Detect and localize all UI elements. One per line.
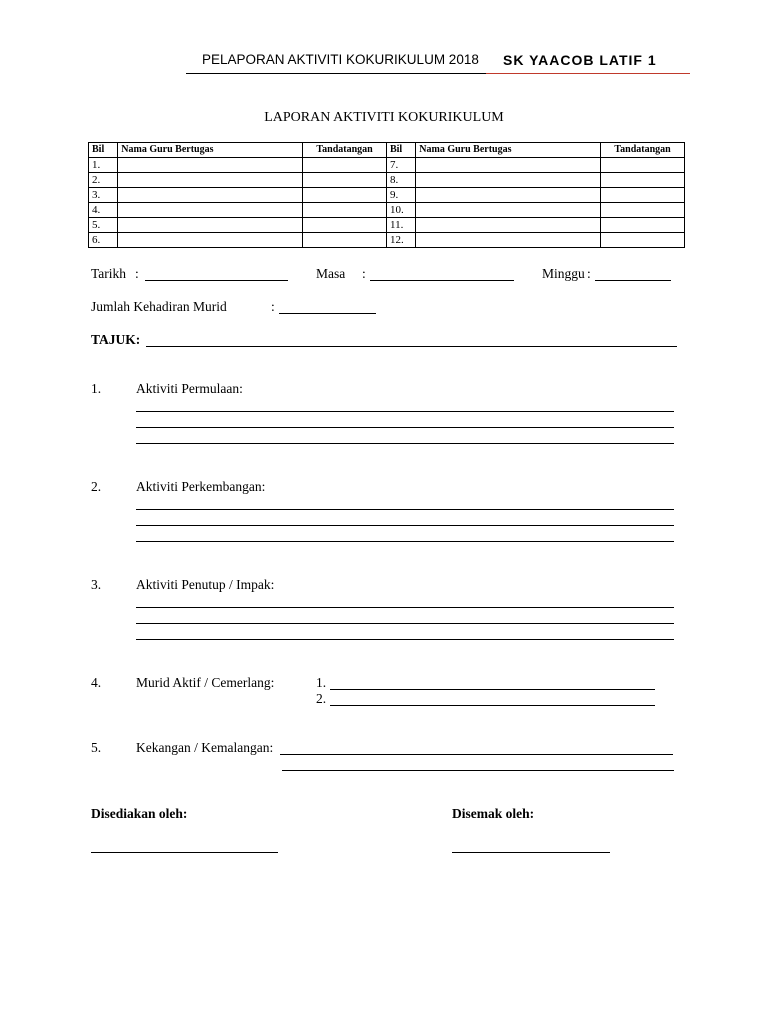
- attendance-colon: :: [271, 299, 275, 314]
- signature-cell[interactable]: [303, 218, 387, 233]
- tarikh-field[interactable]: [145, 280, 288, 281]
- signature-cell[interactable]: [303, 188, 387, 203]
- section-1-line[interactable]: [136, 427, 674, 428]
- section-2-line[interactable]: [136, 541, 674, 542]
- tajuk-field[interactable]: [146, 346, 677, 347]
- minggu-colon: :: [587, 266, 591, 281]
- row-number: 8.: [386, 173, 415, 188]
- active-student-field[interactable]: [330, 705, 655, 706]
- minggu-field[interactable]: [595, 280, 671, 281]
- checked-by-label: Disemak oleh:: [452, 806, 535, 821]
- teacher-name-cell[interactable]: [416, 203, 601, 218]
- section-5-line[interactable]: [280, 754, 673, 755]
- section-3-line[interactable]: [136, 623, 674, 624]
- section-4-label: Murid Aktif / Cemerlang:: [136, 675, 275, 690]
- masa-field[interactable]: [370, 280, 514, 281]
- signature-cell[interactable]: [601, 188, 685, 203]
- section-5-number: 5.: [91, 740, 102, 755]
- row-number: 2.: [89, 173, 118, 188]
- document-title: LAPORAN AKTIVITI KOKURIKULUM: [264, 110, 504, 125]
- section-2-label: Aktiviti Perkembangan:: [136, 479, 266, 494]
- row-number: 4.: [89, 203, 118, 218]
- row-number: 12.: [386, 233, 415, 248]
- row-number: 5.: [89, 218, 118, 233]
- section-2-line[interactable]: [136, 509, 674, 510]
- teacher-name-cell[interactable]: [118, 218, 303, 233]
- row-number: 3.: [89, 188, 118, 203]
- signature-cell[interactable]: [303, 203, 387, 218]
- row-number: 6.: [89, 233, 118, 248]
- teachers-table: [88, 142, 685, 248]
- teacher-name-cell[interactable]: [118, 188, 303, 203]
- row-number: 10.: [386, 203, 415, 218]
- active-student-number: 1.: [316, 675, 327, 690]
- attendance-label: Jumlah Kehadiran Murid: [91, 299, 227, 314]
- tarikh-label: Tarikh: [91, 266, 127, 281]
- teacher-name-cell[interactable]: [416, 218, 601, 233]
- col-sign-header: Tandatangan: [601, 143, 685, 158]
- prepared-by-label: Disediakan oleh:: [91, 806, 188, 821]
- signature-cell[interactable]: [601, 233, 685, 248]
- signature-cell[interactable]: [601, 218, 685, 233]
- section-2-number: 2.: [91, 479, 102, 494]
- teacher-name-cell[interactable]: [416, 233, 601, 248]
- prepared-by-signature-line[interactable]: [91, 852, 278, 853]
- signature-cell[interactable]: [303, 158, 387, 173]
- header-title: PELAPORAN AKTIVITI KOKURIKULUM 2018: [202, 52, 479, 67]
- teacher-name-cell[interactable]: [416, 188, 601, 203]
- teacher-name-cell[interactable]: [118, 158, 303, 173]
- section-1-label: Aktiviti Permulaan:: [136, 381, 243, 396]
- section-3-number: 3.: [91, 577, 102, 592]
- active-student-number: 2.: [316, 691, 327, 706]
- section-1-line[interactable]: [136, 411, 674, 412]
- school-name: SK YAACOB LATIF 1: [503, 52, 657, 68]
- tarikh-colon: :: [135, 266, 139, 281]
- teacher-name-cell[interactable]: [416, 173, 601, 188]
- checked-by-signature-line[interactable]: [452, 852, 610, 853]
- section-5-label: Kekangan / Kemalangan:: [136, 740, 274, 755]
- table-row: [89, 158, 685, 173]
- row-number: 7.: [386, 158, 415, 173]
- header-rule: [186, 73, 486, 74]
- col-sign-header: Tandatangan: [303, 143, 387, 158]
- teacher-name-cell[interactable]: [118, 173, 303, 188]
- signature-cell[interactable]: [601, 203, 685, 218]
- col-name-header: Nama Guru Bertugas: [118, 143, 303, 158]
- minggu-label: Minggu: [542, 266, 585, 281]
- table-row: [89, 218, 685, 233]
- active-student-field[interactable]: [330, 689, 655, 690]
- table-row: [89, 233, 685, 248]
- section-5-line[interactable]: [282, 770, 674, 771]
- row-number: 9.: [386, 188, 415, 203]
- signature-cell[interactable]: [601, 173, 685, 188]
- signature-cell[interactable]: [303, 233, 387, 248]
- section-3-line[interactable]: [136, 639, 674, 640]
- tajuk-label: TAJUK:: [91, 332, 141, 347]
- table-row: [89, 203, 685, 218]
- section-4-number: 4.: [91, 675, 102, 690]
- teacher-name-cell[interactable]: [416, 158, 601, 173]
- section-1-number: 1.: [91, 381, 102, 396]
- teacher-name-cell[interactable]: [118, 233, 303, 248]
- row-number: 11.: [386, 218, 415, 233]
- col-name-header: Nama Guru Bertugas: [416, 143, 601, 158]
- table-header-row: [89, 143, 685, 158]
- section-3-line[interactable]: [136, 607, 674, 608]
- signature-cell[interactable]: [601, 158, 685, 173]
- teacher-name-cell[interactable]: [118, 203, 303, 218]
- table-row: [89, 173, 685, 188]
- section-1-line[interactable]: [136, 443, 674, 444]
- table-row: [89, 188, 685, 203]
- masa-colon: :: [362, 266, 366, 281]
- signature-cell[interactable]: [303, 173, 387, 188]
- col-bil-header: Bil: [386, 143, 415, 158]
- section-3-label: Aktiviti Penutup / Impak:: [136, 577, 275, 592]
- row-number: 1.: [89, 158, 118, 173]
- section-2-line[interactable]: [136, 525, 674, 526]
- attendance-field[interactable]: [279, 313, 376, 314]
- masa-label: Masa: [316, 266, 346, 281]
- header-rule-accent: [486, 73, 690, 74]
- col-bil-header: Bil: [89, 143, 118, 158]
